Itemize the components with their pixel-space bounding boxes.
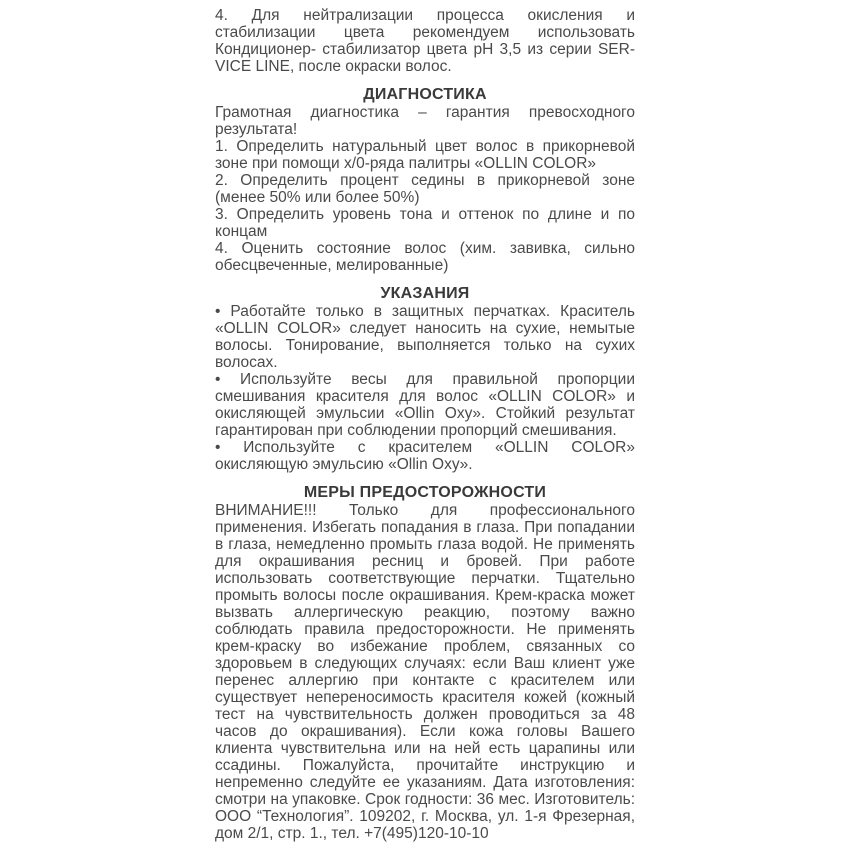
diagnostics-lead-paragraph: Грамотная диагностика – гарантия превосходного результата! (215, 104, 635, 138)
section-heading-instructions: УКАЗАНИЯ (380, 285, 470, 302)
instructions-bullet-2: • Используйте весы для правильной пропорции смешивания красителя для волос «OLLIN COLOR» и окисляющей эмульсии «Ollin Oxy». Стойкий результат гарантирован при соблюдении пропорций смешивания. (215, 371, 635, 439)
precautions-paragraph: ВНИМАНИЕ!!! Только для профессионального применения. Избегать попадания в глаза. При попадании в глаза, немедленно промыть глаза водой. Не применять для окрашивания ресниц и бровей. При работе использовать соответствующие перчатки. Тщательно промыть волосы после окрашивания. Крем-краска может вызвать аллергическую реакцию, поэтому важно соблюдать правила предосторожности. Не применять крем-краску во избежание проблем, связанных со здоровьем в следующих случаях: если Ваш клиент уже перенес аллергию при контакте с красителем или существует непереносимость красителя кожей (кожный тест на чувствительность должен проводиться за 48 часов до окрашивания). Если кожа головы Вашего клиента чувствительна или на ней есть царапины или ссадины. Пожалуйста, прочитайте инструкцию и непременно следуйте ее указаниям. Дата изготовления: смотри на упаковке. Срок годности: 36 мес. Изготовитель: ООО “Технология”. 109202, г. Москва, ул. 1-я Фрезерная, дом 2/1, стр. 1., тел. +7(495)120-10-10 (215, 502, 635, 842)
instructions-bullet-1: • Работайте только в защитных перчатках. Краситель «OLLIN COLOR» следует наносить на сухие, немытые волосы. Тонирование, выполняется только на сухих волосах. (215, 303, 635, 371)
text-column (215, 7, 635, 842)
intro-paragraph: 4. Для нейтрализации процесса окисления и стабилизации цвета рекомендуем использовать Кондиционер- стабилизатор цвета pH 3,5 из серии SER-VICE LINE, после окраски волос. (215, 7, 635, 75)
diagnostics-item-3: 3. Определить уровень тона и оттенок по длине и по концам (215, 206, 635, 240)
instructions-bullet-3: • Используйте с красителем «OLLIN COLOR» окисляющую эмульсию «Ollin Oxy». (215, 439, 635, 473)
diagnostics-item-2: 2. Определить процент седины в прикорневой зоне (менее 50% или более 50%) (215, 172, 635, 206)
diagnostics-item-4: 4. Оценить состояние волос (хим. завивка, сильно обесцвеченные, мелированные) (215, 240, 635, 274)
section-heading-precautions: МЕРЫ ПРЕДОСТОРОЖНОСТИ (303, 484, 547, 501)
diagnostics-item-1: 1. Определить натуральный цвет волос в прикорневой зоне при помощи х/0-ряда палитры «OLLIN COLOR» (215, 138, 635, 172)
section-heading-diagnostics: ДИАГНОСТИКА (363, 86, 487, 103)
